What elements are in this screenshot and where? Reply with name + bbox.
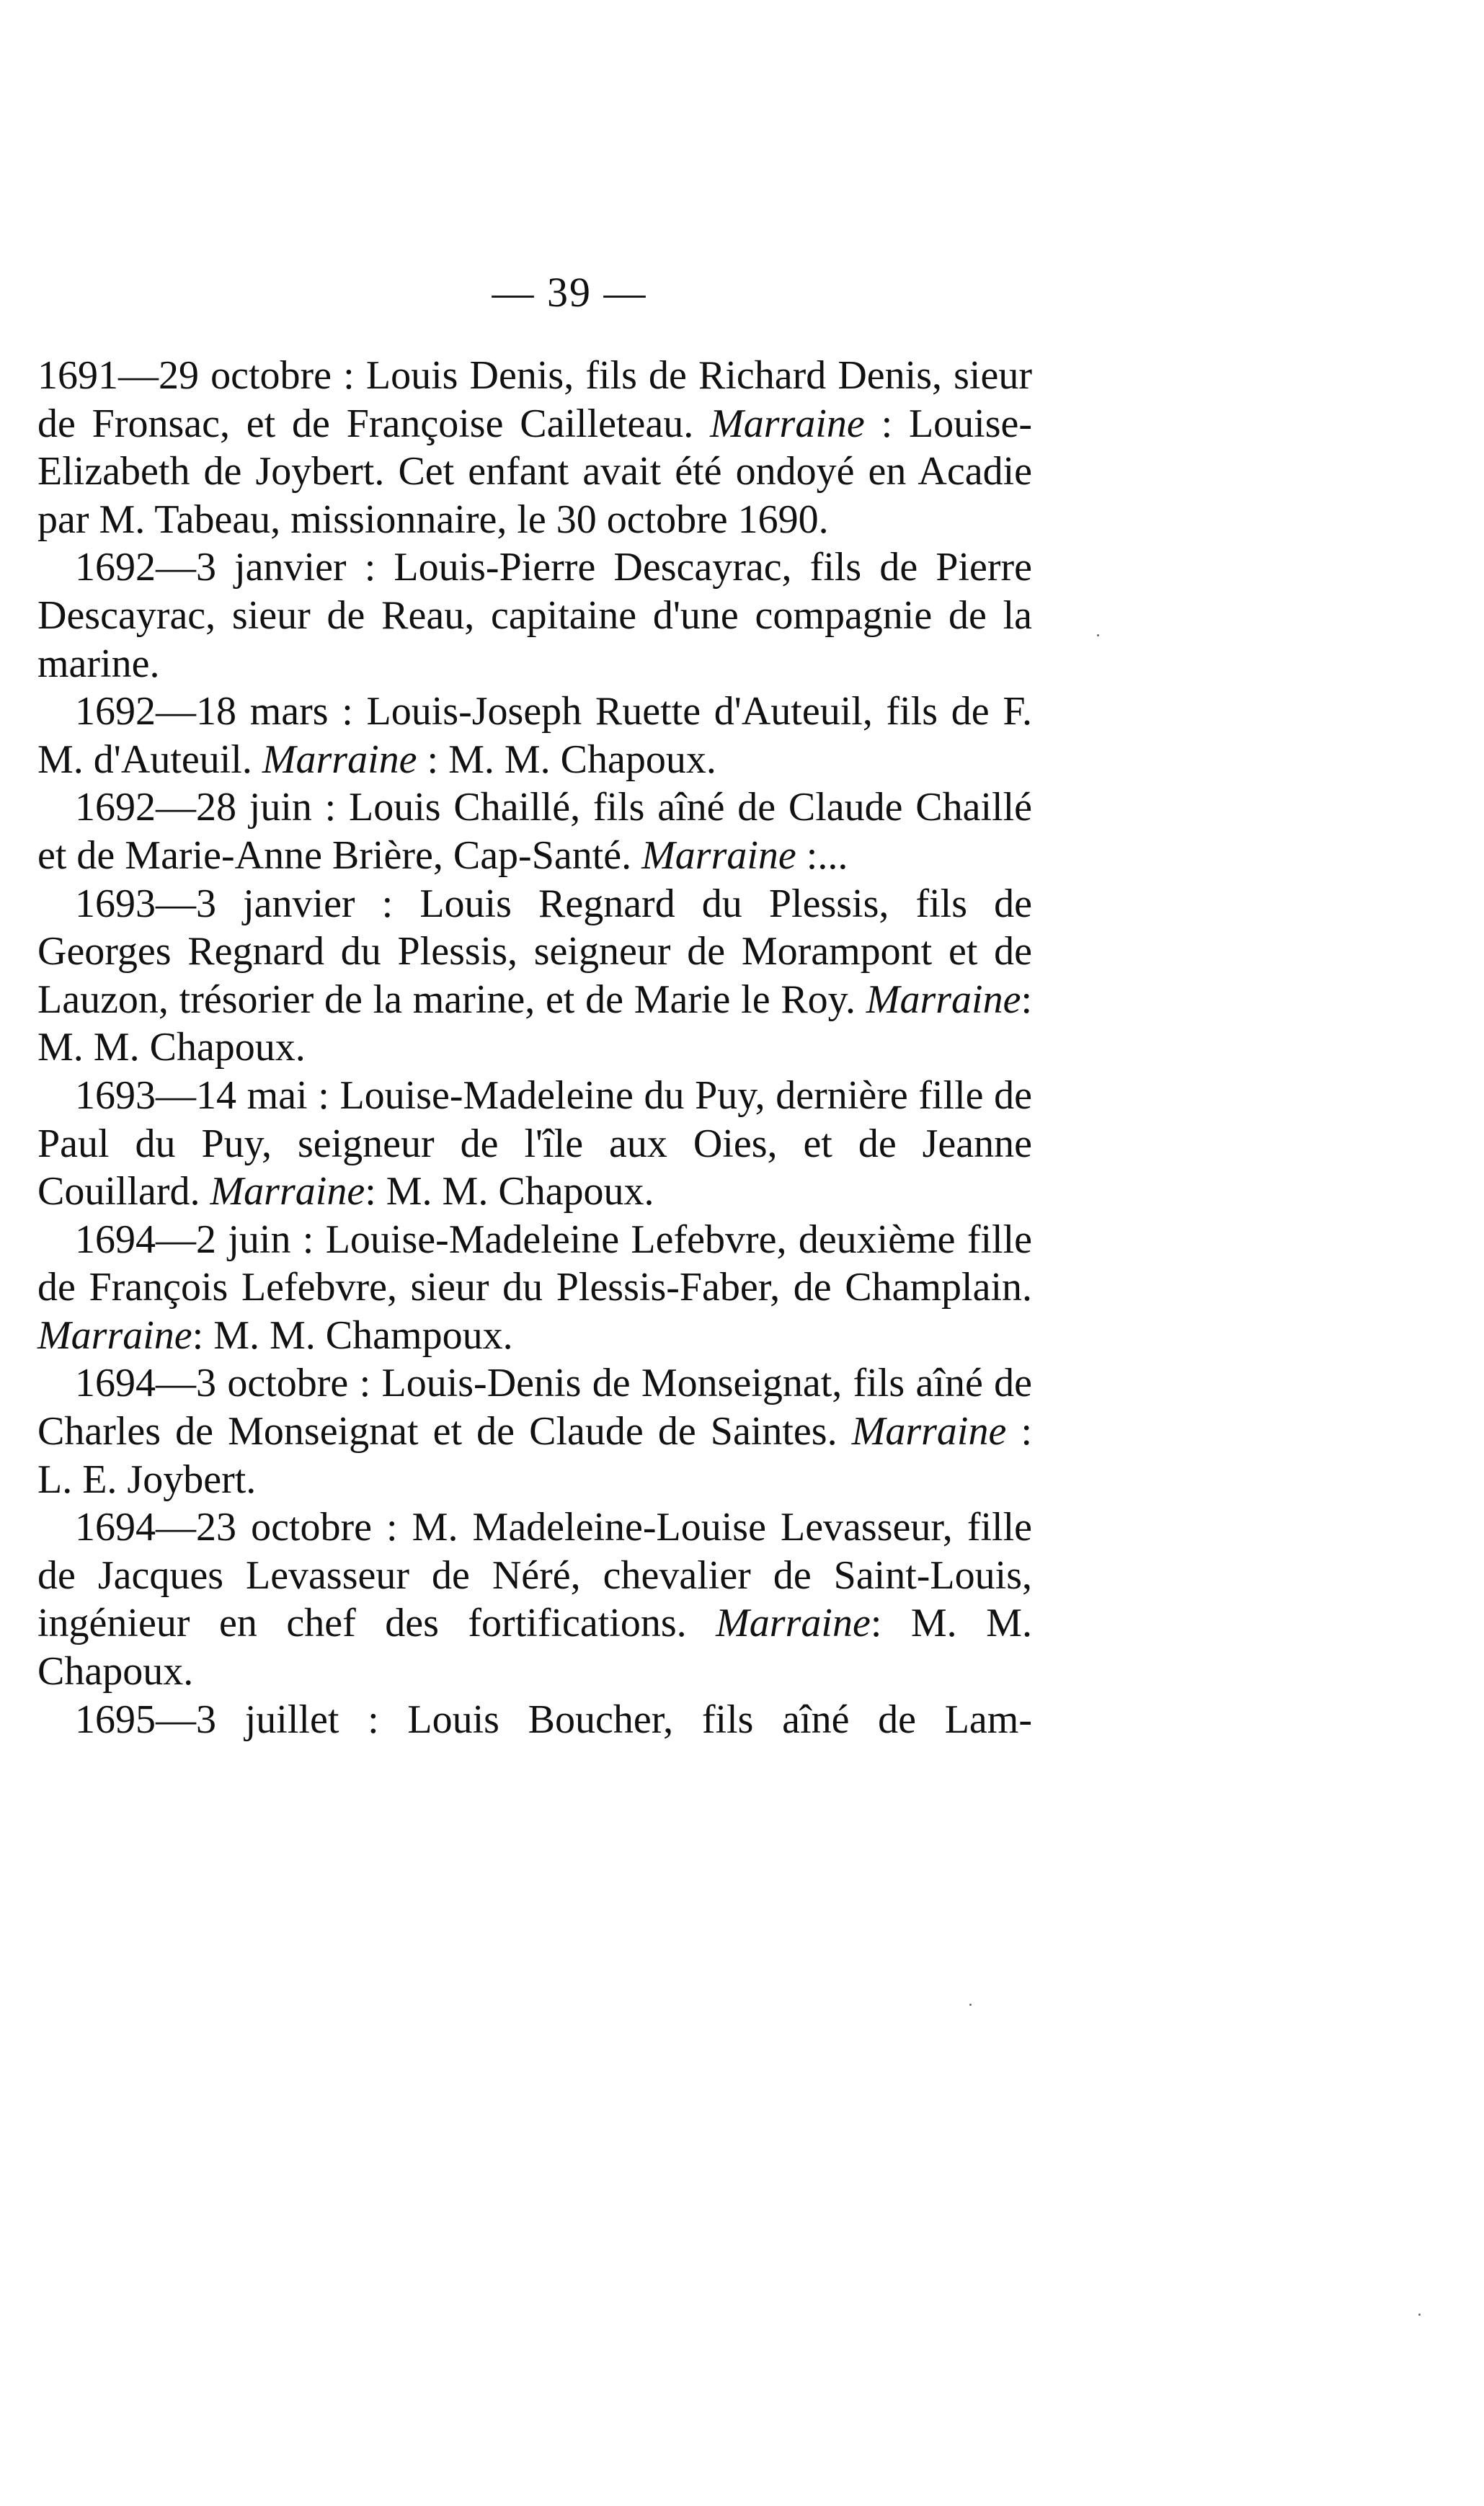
marraine-name: M. M. Champoux. <box>213 1312 513 1358</box>
marraine-label: Marraine <box>716 1601 871 1646</box>
entry-date: 1695—3 juillet <box>75 1697 339 1742</box>
paper-speck <box>969 2004 972 2006</box>
marraine-name: M. M. Chapoux. <box>37 1601 1032 1694</box>
marraine-label: Marraine <box>210 1169 365 1214</box>
marraine-name: M. M. Chapoux. <box>448 737 716 782</box>
marraine-label: Marraine <box>851 1409 1007 1454</box>
entry-text: Louis Boucher, fils aîné de Lam- <box>407 1697 1032 1742</box>
entry-text: Louise-Madeleine du Puy, dernière fille de Paul du Puy, seigneur de l'île aux Oies, et de Jeanne Couillard. <box>37 1072 1032 1214</box>
entry-1691-10-29: 1691—29 octobre : Louis Denis, fils de Richard Denis, sieur de Fronsac, et de Françoise Cailleteau. Marraine : Louise-Elizabeth de Joybert. Cet enfant avait été ondoyé en Acadie par M. Tabeau, missionnaire, le 30 octobre 1690. <box>37 353 1033 542</box>
entry-1693-01-03: 1693—3 janvier : Louis Regnard du Plessis, fils de Georges Regnard du Plessis, seigneur de Morampont et de Lauzon, trésorier de la marine, et de Marie le Roy. Marraine: M. M. Chapoux. <box>37 881 1033 1070</box>
entry-date: 1692—28 juin <box>75 785 312 830</box>
marraine-label: Marraine <box>262 737 417 782</box>
page-number: — 39 — <box>492 269 647 316</box>
entry-text: Louise-Madeleine Lefebvre, deuxième fille de François Lefebvre, sieur du Plessis-Faber, de Champlain. <box>37 1217 1033 1310</box>
entry-1694-10-03: 1694—3 octobre : Louis-Denis de Monseignat, fils aîné de Charles de Monseignat et de Claude de Saintes. Marraine : L. E. Joybert. <box>37 1361 1033 1502</box>
entry-text: Louis Regnard du Plessis, fils de Georges Regnard du Plessis, seigneur de Morampont et de Lauzon, trésorier de la marine, et de Marie le Roy. <box>37 881 1032 1022</box>
entry-text: M. Madeleine-Louise Levasseur, fille de Jacques Levasseur de Néré, chevalier de Saint-Louis, ingénieur en chef des fortifications. <box>37 1505 1032 1646</box>
marraine-label: Marraine <box>37 1312 192 1358</box>
marraine-name: L. E. Joybert. <box>37 1457 257 1502</box>
entry-1692-03-18: 1692—18 mars : Louis-Joseph Ruette d'Auteuil, fils de F. M. d'Auteuil. Marraine : M. M. Chapoux. <box>37 689 1033 782</box>
entry-1693-05-14: 1693—14 mai : Louise-Madeleine du Puy, dernière fille de Paul du Puy, seigneur de l'île aux Oies, et de Jeanne Couillard. Marraine: M. M. Chapoux. <box>37 1072 1032 1214</box>
paper-speck <box>1418 2314 1421 2316</box>
marraine-label: Marraine <box>641 832 796 878</box>
entry-1692-01-03: 1692—3 janvier : Louis-Pierre Descayrac, fils de Pierre Descayrac, sieur de Reau, capitaine d'une compagnie de la marine. <box>37 545 1033 686</box>
entry-1694-06-02: 1694—2 juin : Louise-Madeleine Lefebvre, deuxième fille de François Lefebvre, sieur du Plessis-Faber, de Champlain. Marraine: M. M. Champoux. <box>37 1217 1033 1358</box>
entry-text: Louis-Pierre Descayrac, fils de Pierre Descayrac, sieur de Reau, capitaine d'une compagnie de la marine. <box>37 545 1033 686</box>
paper-speck <box>1097 634 1099 636</box>
entry-date: 1692—18 mars <box>75 689 329 734</box>
marraine-name: M. M. Chapoux. <box>37 1025 306 1070</box>
marraine-name: ... <box>817 832 848 878</box>
entry-date: 1691—29 octobre <box>37 353 332 398</box>
entry-date: 1694—2 juin <box>75 1217 291 1262</box>
marraine-label: Marraine <box>710 401 865 446</box>
entry-text: Louis-Denis de Monseignat, fils aîné de Charles de Monseignat et de Claude de Saintes. <box>37 1361 1032 1454</box>
entry-date: 1694—3 octobre <box>75 1361 349 1406</box>
entry-text: Louis Denis, fils de Richard Denis, sieur de Fronsac, et de Françoise Cailleteau. <box>37 353 1032 446</box>
entry-1694-10-23: 1694—23 octobre : M. Madeleine-Louise Levasseur, fille de Jacques Levasseur de Néré, chevalier de Saint-Louis, ingénieur en chef des fortifications. Marraine: M. M. Chapoux. <box>37 1505 1032 1694</box>
entry-1695-07-03: 1695—3 juillet : Louis Boucher, fils aîné de Lam- <box>75 1697 1032 1742</box>
marraine-name: M. M. Chapoux. <box>386 1169 654 1214</box>
marraine-label: Marraine <box>866 977 1021 1022</box>
entry-date: 1692—3 janvier <box>75 545 347 590</box>
entry-text: Louis-Joseph Ruette d'Auteuil, fils de F. M. d'Auteuil. <box>37 689 1033 782</box>
entry-date: 1693—3 janvier <box>75 881 355 926</box>
entry-1692-06-28: 1692—28 juin : Louis Chaillé, fils aîné de Claude Chaillé et de Marie-Anne Brière, Cap-Santé. Marraine :... <box>37 785 1033 878</box>
entry-date: 1693—14 mai <box>75 1072 308 1118</box>
baptism-register-text <box>37 352 1032 1743</box>
marraine-name: Louise-Elizabeth de Joybert. Cet enfant avait été ondoyé en Acadie par M. Tabeau, missionnaire, le 30 octobre 1690. <box>37 401 1033 542</box>
entry-date: 1694—23 octobre <box>75 1505 372 1550</box>
entry-text: Louis Chaillé, fils aîné de Claude Chaillé et de Marie-Anne Brière, Cap-Santé. <box>37 785 1033 878</box>
